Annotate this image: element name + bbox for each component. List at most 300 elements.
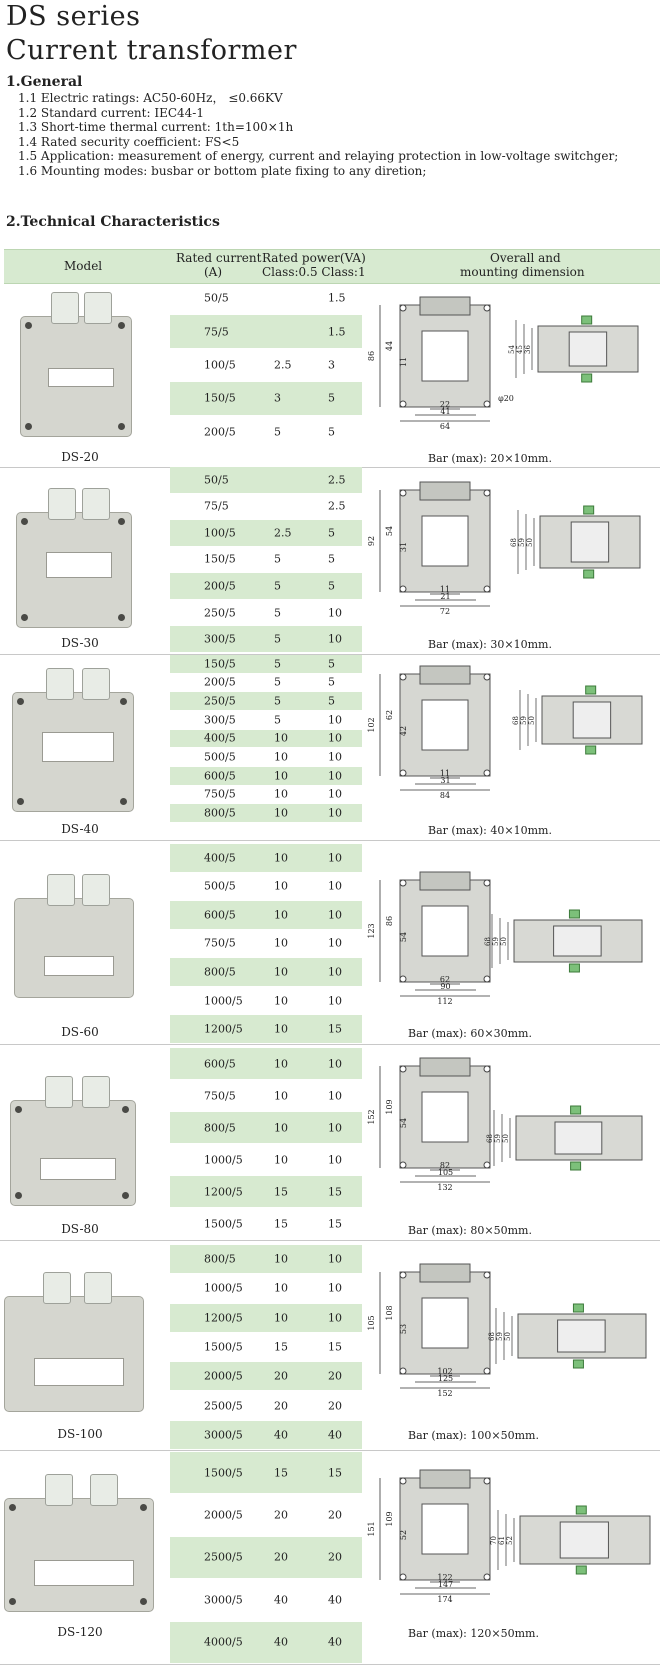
- general-item: 1.2 Standard current: IEC44-1: [18, 105, 204, 120]
- class-05-power: 40: [274, 1635, 288, 1649]
- class-05-power: 10: [274, 787, 288, 801]
- green-terminal: [582, 316, 592, 324]
- mounting-screw: [25, 423, 32, 430]
- model-name: DS-30: [61, 636, 99, 650]
- rated-current: 75/5: [204, 499, 229, 513]
- class-1-power: 20: [328, 1399, 342, 1413]
- mounting-screw: [9, 1598, 16, 1605]
- rated-current: 200/5: [204, 579, 236, 593]
- hole-mark: [400, 586, 406, 592]
- product-title: Current transformer: [6, 35, 297, 66]
- class-1-power: 10: [328, 713, 342, 727]
- green-terminal: [584, 506, 594, 514]
- dimension-label: 102: [367, 717, 376, 733]
- rated-current: 400/5: [204, 851, 236, 865]
- rated-current: 150/5: [204, 391, 236, 405]
- terminal-cover: [45, 1076, 73, 1108]
- model-block: [0, 1044, 660, 1241]
- product-photo: [20, 290, 130, 435]
- green-terminal: [586, 746, 596, 754]
- rated-current: 800/5: [204, 806, 236, 820]
- header-power-class: Class:0.5 Class:1: [262, 265, 366, 279]
- class-05-power: 10: [274, 769, 288, 783]
- class-1-power: 20: [328, 1508, 342, 1522]
- table-row: [170, 1176, 362, 1207]
- dimension-label: 105: [367, 1315, 376, 1331]
- class-1-power: 40: [328, 1635, 342, 1649]
- dimension-label: 109: [385, 1511, 394, 1527]
- green-terminal: [571, 1106, 581, 1114]
- mounting-screw: [17, 798, 24, 805]
- rated-current: 100/5: [204, 526, 236, 540]
- mounting-screw: [118, 423, 125, 430]
- dimension-label: 53: [399, 1323, 408, 1335]
- class-1-power: 10: [328, 750, 342, 764]
- hole-mark: [484, 490, 490, 496]
- class-1-power: 15: [328, 1466, 342, 1480]
- dimension-label: 42: [399, 725, 408, 737]
- model-name: DS-40: [61, 822, 99, 836]
- class-05-power: 15: [274, 1466, 288, 1480]
- model-block: [0, 1450, 660, 1665]
- dimension-label: 62: [439, 975, 451, 984]
- hole-mark: [484, 880, 490, 886]
- rated-current: 750/5: [204, 936, 236, 950]
- class-1-power: 2.5: [328, 499, 346, 513]
- mounting-screw: [17, 698, 24, 705]
- hole-mark: [400, 1272, 406, 1278]
- table-row: [170, 1333, 362, 1361]
- table-row: [170, 1112, 362, 1143]
- side-dimension-label: 50: [500, 937, 508, 946]
- class-05-power: 10: [274, 806, 288, 820]
- rated-current: 750/5: [204, 1089, 236, 1102]
- class-1-power: 10: [328, 908, 342, 922]
- rated-current: 100/5: [204, 358, 236, 372]
- class-1-power: 15: [328, 1185, 342, 1198]
- rated-current: 50/5: [204, 473, 229, 487]
- hole-mark: [400, 1162, 406, 1168]
- hole-mark: [484, 674, 490, 680]
- side-dimension-label: 68: [488, 1332, 496, 1341]
- dimension-label: 105: [437, 1168, 454, 1177]
- hole-mark: [400, 880, 406, 886]
- table-header: [4, 249, 660, 284]
- class-1-power: 1.5: [328, 291, 346, 305]
- dimension-label: 54: [399, 931, 408, 943]
- table-row: [170, 987, 362, 1015]
- table-row: [170, 1537, 362, 1578]
- dimension-label: 147: [437, 1580, 454, 1589]
- class-05-power: 5: [274, 579, 281, 593]
- general-item: 1.1 Electric ratings: AC50-60Hz， ≤0.66KV: [18, 91, 283, 105]
- general-item: 1.5 Application: measurement of energy, current and relaying protection in low-voltage switchger;: [18, 149, 619, 164]
- class-1-power: 10: [328, 936, 342, 950]
- front-window: [422, 700, 468, 750]
- rated-current: 1000/5: [204, 1281, 243, 1295]
- bar-max-note: Bar (max): 40×10mm.: [428, 824, 552, 837]
- front-window: [422, 1298, 468, 1348]
- green-terminal: [582, 374, 592, 382]
- dimension-label: 62: [385, 709, 394, 721]
- general-heading: 1.General: [6, 74, 83, 90]
- rated-current: 1500/5: [204, 1466, 243, 1480]
- rated-current: 750/5: [204, 787, 236, 801]
- front-window: [422, 516, 468, 566]
- class-1-power: 10: [328, 1121, 342, 1134]
- class-1-power: 10: [328, 965, 342, 979]
- table-row: [170, 573, 362, 599]
- table-row: [170, 282, 362, 314]
- class-05-power: 10: [274, 1121, 288, 1134]
- class-1-power: 5: [328, 526, 335, 540]
- model-name: DS-80: [61, 1222, 99, 1236]
- table-row: [170, 711, 362, 729]
- mounting-screw: [21, 614, 28, 621]
- terminal-cover: [90, 1474, 118, 1506]
- rated-current: 50/5: [204, 291, 229, 305]
- side-dimension-label: 50: [502, 1134, 510, 1143]
- class-05-power: 5: [274, 552, 281, 566]
- busbar-window: [34, 1358, 124, 1386]
- transformer-body: [4, 1498, 154, 1612]
- table-row: [170, 1421, 362, 1449]
- class-1-power: 5: [328, 425, 335, 439]
- side-terminal: [560, 1522, 608, 1558]
- model-block: [0, 282, 660, 468]
- product-photo: [12, 666, 132, 810]
- terminal-block: [420, 1264, 470, 1282]
- table-row: [170, 901, 362, 929]
- side-view-drawing: [508, 310, 642, 390]
- busbar-window: [48, 368, 114, 387]
- side-dimension-label: 36: [524, 345, 532, 354]
- dimension-label: 11: [399, 356, 408, 368]
- class-1-power: 10: [328, 1252, 342, 1266]
- table-row: [170, 655, 362, 673]
- dimension-label: 44: [385, 340, 394, 352]
- table-row: [170, 692, 362, 710]
- hole-mark: [400, 674, 406, 680]
- side-terminal: [555, 1122, 602, 1154]
- model-block: [0, 1240, 660, 1451]
- class-1-power: 20: [328, 1369, 342, 1383]
- table-row: [170, 315, 362, 347]
- model-block: [0, 840, 660, 1045]
- class-1-power: 5: [328, 675, 335, 689]
- hole-mark: [484, 1066, 490, 1072]
- model-name: DS-20: [61, 450, 99, 464]
- side-dimension-label: 54: [508, 345, 516, 354]
- rated-current: 2500/5: [204, 1550, 243, 1564]
- side-dimension-label: 50: [528, 716, 536, 725]
- header-current-unit: (A): [204, 265, 223, 279]
- class-05-power: 2.5: [274, 358, 292, 372]
- side-terminal: [571, 522, 608, 562]
- rated-current: 1200/5: [204, 1022, 243, 1036]
- dimension-label: 54: [385, 525, 394, 537]
- table-row: [170, 1494, 362, 1535]
- terminal-cover: [82, 488, 110, 520]
- terminal-block: [420, 482, 470, 500]
- class-1-power: 15: [328, 1340, 342, 1354]
- rated-current: 250/5: [204, 694, 236, 708]
- class-1-power: 10: [328, 851, 342, 865]
- rated-current: 800/5: [204, 1121, 236, 1134]
- class-1-power: 10: [328, 606, 342, 620]
- rated-current: 3000/5: [204, 1593, 243, 1607]
- bar-max-note: Bar (max): 20×10mm.: [428, 452, 552, 465]
- class-05-power: 5: [274, 694, 281, 708]
- side-terminal: [573, 702, 610, 738]
- mounting-screw: [15, 1192, 22, 1199]
- dimension-label: 86: [385, 915, 394, 927]
- table-row: [170, 467, 362, 493]
- hole-mark: [400, 490, 406, 496]
- dimension-label: 54: [399, 1117, 408, 1129]
- terminal-cover: [82, 1076, 110, 1108]
- header-dimension: Overall and: [490, 251, 561, 265]
- terminal-cover: [48, 488, 76, 520]
- class-1-power: 10: [328, 879, 342, 893]
- hole-mark: [484, 586, 490, 592]
- class-1-power: 10: [328, 994, 342, 1008]
- class-1-power: 10: [328, 1089, 342, 1102]
- terminal-block: [420, 1058, 470, 1076]
- terminal-block: [420, 1470, 470, 1488]
- class-1-power: 40: [328, 1428, 342, 1442]
- class-05-power: 10: [274, 879, 288, 893]
- busbar-window: [34, 1560, 134, 1586]
- class-1-power: 5: [328, 657, 335, 671]
- dimension-label: 21: [440, 592, 451, 601]
- table-row: [170, 382, 362, 414]
- side-view-drawing: [484, 904, 646, 980]
- class-05-power: 15: [274, 1340, 288, 1354]
- side-dimension-label: 70: [490, 1536, 498, 1545]
- class-1-power: 5: [328, 579, 335, 593]
- terminal-cover: [51, 292, 79, 324]
- terminal-block: [420, 872, 470, 890]
- side-view-drawing: [512, 680, 646, 762]
- table-row: [170, 494, 362, 520]
- class-1-power: 10: [328, 787, 342, 801]
- side-dimension-label: 45: [516, 345, 524, 354]
- table-row: [170, 674, 362, 692]
- mounting-screw: [140, 1504, 147, 1511]
- class-05-power: 10: [274, 965, 288, 979]
- tech-heading: 2.Technical Characteristics: [6, 214, 220, 230]
- class-05-power: 5: [274, 675, 281, 689]
- dimension-label: 64: [439, 422, 451, 431]
- class-05-power: 20: [274, 1369, 288, 1383]
- table-row: [170, 1208, 362, 1239]
- table-row: [170, 844, 362, 872]
- dimension-label: 82: [439, 1161, 451, 1170]
- mounting-screw: [21, 518, 28, 525]
- header-model: Model: [64, 259, 103, 273]
- dimension-label: 90: [440, 982, 451, 991]
- hole-mark: [484, 1272, 490, 1278]
- side-view-drawing: [488, 1298, 650, 1376]
- class-05-power: 2.5: [274, 526, 292, 540]
- table-row: [170, 1304, 362, 1332]
- table-row: [170, 1274, 362, 1302]
- rated-current: 1200/5: [204, 1311, 243, 1325]
- class-05-power: 3: [274, 391, 281, 405]
- side-dimension-label: 68: [486, 1134, 494, 1143]
- terminal-cover: [43, 1272, 71, 1304]
- table-row: [170, 349, 362, 381]
- green-terminal: [569, 910, 579, 918]
- side-view-drawing: [490, 1500, 654, 1582]
- front-window: [422, 906, 468, 956]
- class-05-power: 40: [274, 1428, 288, 1442]
- rated-current: 800/5: [204, 965, 236, 979]
- dimension-label: 122: [437, 1573, 453, 1582]
- general-list: [18, 91, 618, 179]
- dimension-label: 123: [367, 923, 376, 939]
- mounting-screw: [120, 698, 127, 705]
- bar-max-note: Bar (max): 30×10mm.: [428, 638, 552, 651]
- rated-current: 150/5: [204, 657, 236, 671]
- rated-current: 200/5: [204, 425, 236, 439]
- table-row: [170, 1048, 362, 1079]
- front-window: [422, 1092, 468, 1142]
- dimension-label: 109: [385, 1099, 394, 1115]
- dimension-label: 112: [437, 997, 453, 1006]
- mounting-screw: [15, 1106, 22, 1113]
- class-05-power: 5: [274, 657, 281, 671]
- class-05-power: 10: [274, 731, 288, 745]
- hole-mark: [400, 1066, 406, 1072]
- table-row: [170, 1015, 362, 1043]
- busbar-window: [42, 732, 114, 762]
- dimension-label: 152: [437, 1389, 453, 1398]
- table-row: [170, 873, 362, 901]
- bar-max-note: Bar (max): 80×50mm.: [408, 1224, 532, 1237]
- table-row: [170, 767, 362, 785]
- class-1-power: 10: [328, 769, 342, 783]
- dimension-label: 92: [367, 535, 376, 547]
- mounting-screw: [140, 1598, 147, 1605]
- table-row: [170, 1622, 362, 1663]
- class-1-power: 10: [328, 806, 342, 820]
- table-row: [170, 1391, 362, 1419]
- rated-current: 2000/5: [204, 1369, 243, 1383]
- general-item: 1.6 Mounting modes: busbar or bottom plate fixing to any diretion;: [18, 163, 427, 178]
- side-dimension-label: 59: [496, 1332, 504, 1341]
- class-1-power: 10: [328, 1153, 342, 1166]
- class-1-power: 5: [328, 694, 335, 708]
- green-terminal: [576, 1566, 586, 1574]
- table-row: [170, 748, 362, 766]
- table-row: [170, 1245, 362, 1273]
- mounting-screw: [118, 614, 125, 621]
- table-row: [170, 547, 362, 573]
- dimension-label: 11: [439, 585, 451, 594]
- rated-current: 600/5: [204, 1057, 236, 1070]
- hole-mark: [484, 305, 490, 311]
- side-dimension-label: 68: [512, 716, 520, 725]
- product-photo: [14, 872, 132, 996]
- class-05-power: 10: [274, 1252, 288, 1266]
- busbar-window: [46, 552, 112, 578]
- terminal-block: [420, 666, 470, 684]
- class-1-power: 10: [328, 1281, 342, 1295]
- terminal-cover: [82, 668, 110, 700]
- rated-current: 500/5: [204, 879, 236, 893]
- header-power: Rated power(VA): [262, 251, 366, 265]
- class-05-power: 10: [274, 1153, 288, 1166]
- busbar-window: [44, 956, 114, 976]
- class-05-power: 20: [274, 1508, 288, 1522]
- rated-current: 1200/5: [204, 1185, 243, 1198]
- class-1-power: 10: [328, 731, 342, 745]
- rated-current: 2000/5: [204, 1508, 243, 1522]
- class-1-power: 5: [328, 552, 335, 566]
- product-photo: [16, 486, 130, 626]
- hole-mark: [400, 1574, 406, 1580]
- side-dimension-label: 68: [484, 937, 492, 946]
- dimension-label: 84: [439, 791, 451, 800]
- model-block: [0, 654, 660, 841]
- model-name: DS-60: [61, 1025, 99, 1039]
- dimension-label: 125: [437, 1374, 454, 1383]
- dimension-label: 72: [439, 607, 451, 616]
- class-1-power: 20: [328, 1550, 342, 1564]
- terminal-cover: [45, 1474, 73, 1506]
- green-terminal: [571, 1162, 581, 1170]
- green-terminal: [576, 1506, 586, 1514]
- hole-mark: [400, 1478, 406, 1484]
- dimension-label: 152: [367, 1109, 376, 1125]
- model-name: DS-100: [57, 1427, 103, 1441]
- class-1-power: 3: [328, 358, 335, 372]
- dimension-label: 132: [437, 1183, 453, 1192]
- class-05-power: 10: [274, 936, 288, 950]
- hole-mark: [400, 976, 406, 982]
- class-05-power: 10: [274, 1057, 288, 1070]
- side-view-drawing: [510, 500, 644, 586]
- side-dimension-label: 59: [520, 716, 528, 725]
- green-terminal: [584, 570, 594, 578]
- dimension-label: 31: [399, 541, 408, 553]
- class-05-power: 10: [274, 908, 288, 922]
- class-05-power: 10: [274, 750, 288, 764]
- green-terminal: [573, 1304, 583, 1312]
- rated-current: 400/5: [204, 731, 236, 745]
- side-dimension-label: 59: [492, 937, 500, 946]
- table-row: [170, 958, 362, 986]
- table-row: [170, 1579, 362, 1620]
- hole-mark: [400, 305, 406, 311]
- rated-current: 2500/5: [204, 1399, 243, 1413]
- table-row: [170, 600, 362, 626]
- product-photo: [4, 1472, 152, 1610]
- terminal-block: [420, 297, 470, 315]
- model-name: DS-120: [57, 1625, 103, 1639]
- class-05-power: 10: [274, 1022, 288, 1036]
- transformer-body: [4, 1296, 144, 1412]
- class-1-power: 10: [328, 1057, 342, 1070]
- table-row: [170, 1452, 362, 1493]
- rated-current: 600/5: [204, 769, 236, 783]
- class-05-power: 5: [274, 425, 281, 439]
- product-photo: [10, 1074, 134, 1204]
- terminal-cover: [47, 874, 75, 906]
- rated-current: 250/5: [204, 606, 236, 620]
